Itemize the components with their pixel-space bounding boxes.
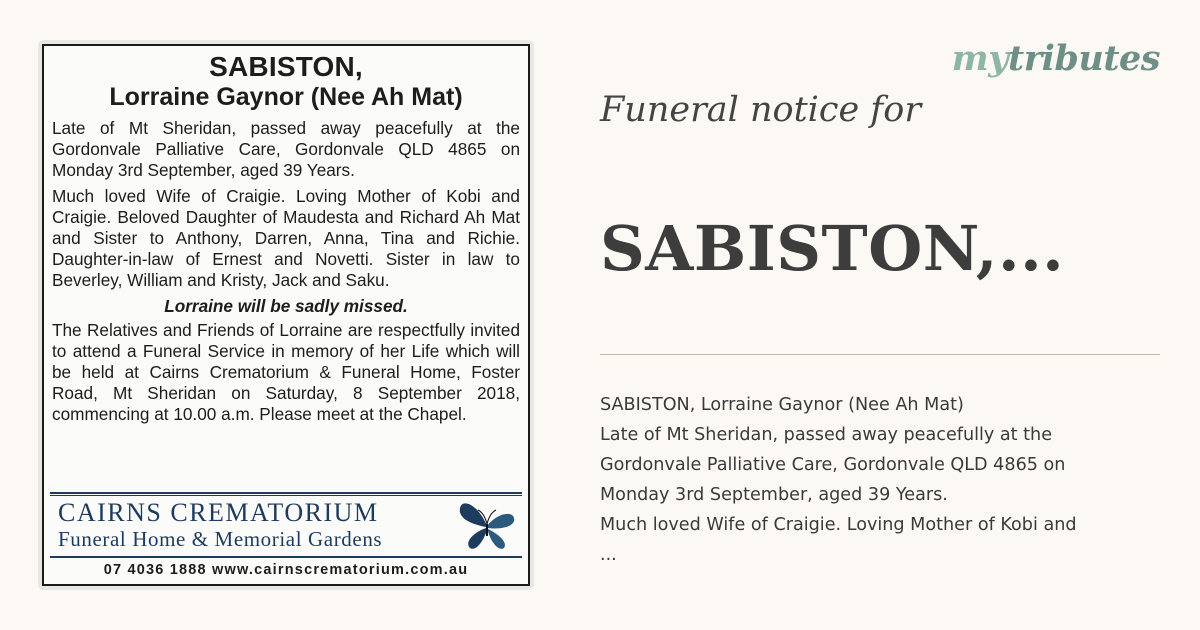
notice-heading: Funeral notice for — [600, 90, 922, 130]
brand-tributes: tributes — [1008, 38, 1160, 79]
deceased-name-title: SABISTON,... — [600, 212, 1065, 285]
crematorium-name: CAIRNS CREMATORIUM — [58, 498, 379, 527]
excerpt-line: SABISTON, Lorraine Gaynor (Nee Ah Mat) — [600, 395, 964, 415]
brand-my: my — [951, 38, 1009, 79]
clipping-paragraph-service: The Relatives and Friends of Lorraine are respectfully invited to attend a Funeral Service in memory of her Life which will be held at Cairns Crematorium & Funeral Home, Foster Road, Mt Sheridan on Saturday, 8 September 2018, commencing at 10.00 a.m. Please meet at the Chapel. — [52, 319, 520, 425]
excerpt-ellipsis: ... — [600, 545, 617, 565]
butterfly-icon — [456, 496, 518, 554]
notice-excerpt — [600, 390, 1160, 570]
excerpt-line: Gordonvale Palliative Care, Gordonvale QLD 4865 on — [600, 455, 1066, 475]
section-divider — [600, 354, 1160, 355]
mytributes-logo[interactable] — [952, 38, 1160, 79]
excerpt-line: Monday 3rd September, aged 39 Years. — [600, 485, 948, 505]
clipping-full-name: Lorraine Gaynor (Nee Ah Mat) — [109, 83, 463, 111]
clipping-paragraph-death: Late of Mt Sheridan, passed away peacefully at the Gordonvale Palliative Care, Gordonvale QLD 4865 on Monday 3rd September, aged 39 Years. — [52, 118, 520, 181]
clipping-paragraph-family: Much loved Wife of Craigie. Loving Mother of Kobi and Craigie. Beloved Daughter of Maudesta and Richard Ah Mat and Sister to Anthony, Darren, Anna, Tina and Richie. Daughter-in-law of Ernest and Novetti. Sister in law to Beverley, William and Kristy, Jack and Saku. — [52, 185, 520, 291]
crematorium-advert — [50, 492, 522, 578]
excerpt-line: Late of Mt Sheridan, passed away peacefully at the — [600, 425, 1053, 445]
advert-bottom-rule — [50, 556, 522, 558]
notice-clipping — [42, 44, 530, 586]
crematorium-logo-block — [50, 496, 522, 554]
excerpt-line: Much loved Wife of Craigie. Loving Mother of Kobi and — [600, 515, 1077, 535]
crematorium-subtitle: Funeral Home & Memorial Gardens — [58, 527, 383, 551]
crematorium-contact: 07 4036 1888 www.cairnscrematorium.com.au — [103, 562, 469, 578]
notice-clipping-frame — [38, 40, 534, 590]
clipping-surname: SABISTON, — [209, 51, 363, 82]
clipping-sadly-missed: Lorraine will be sadly missed. — [164, 295, 408, 316]
